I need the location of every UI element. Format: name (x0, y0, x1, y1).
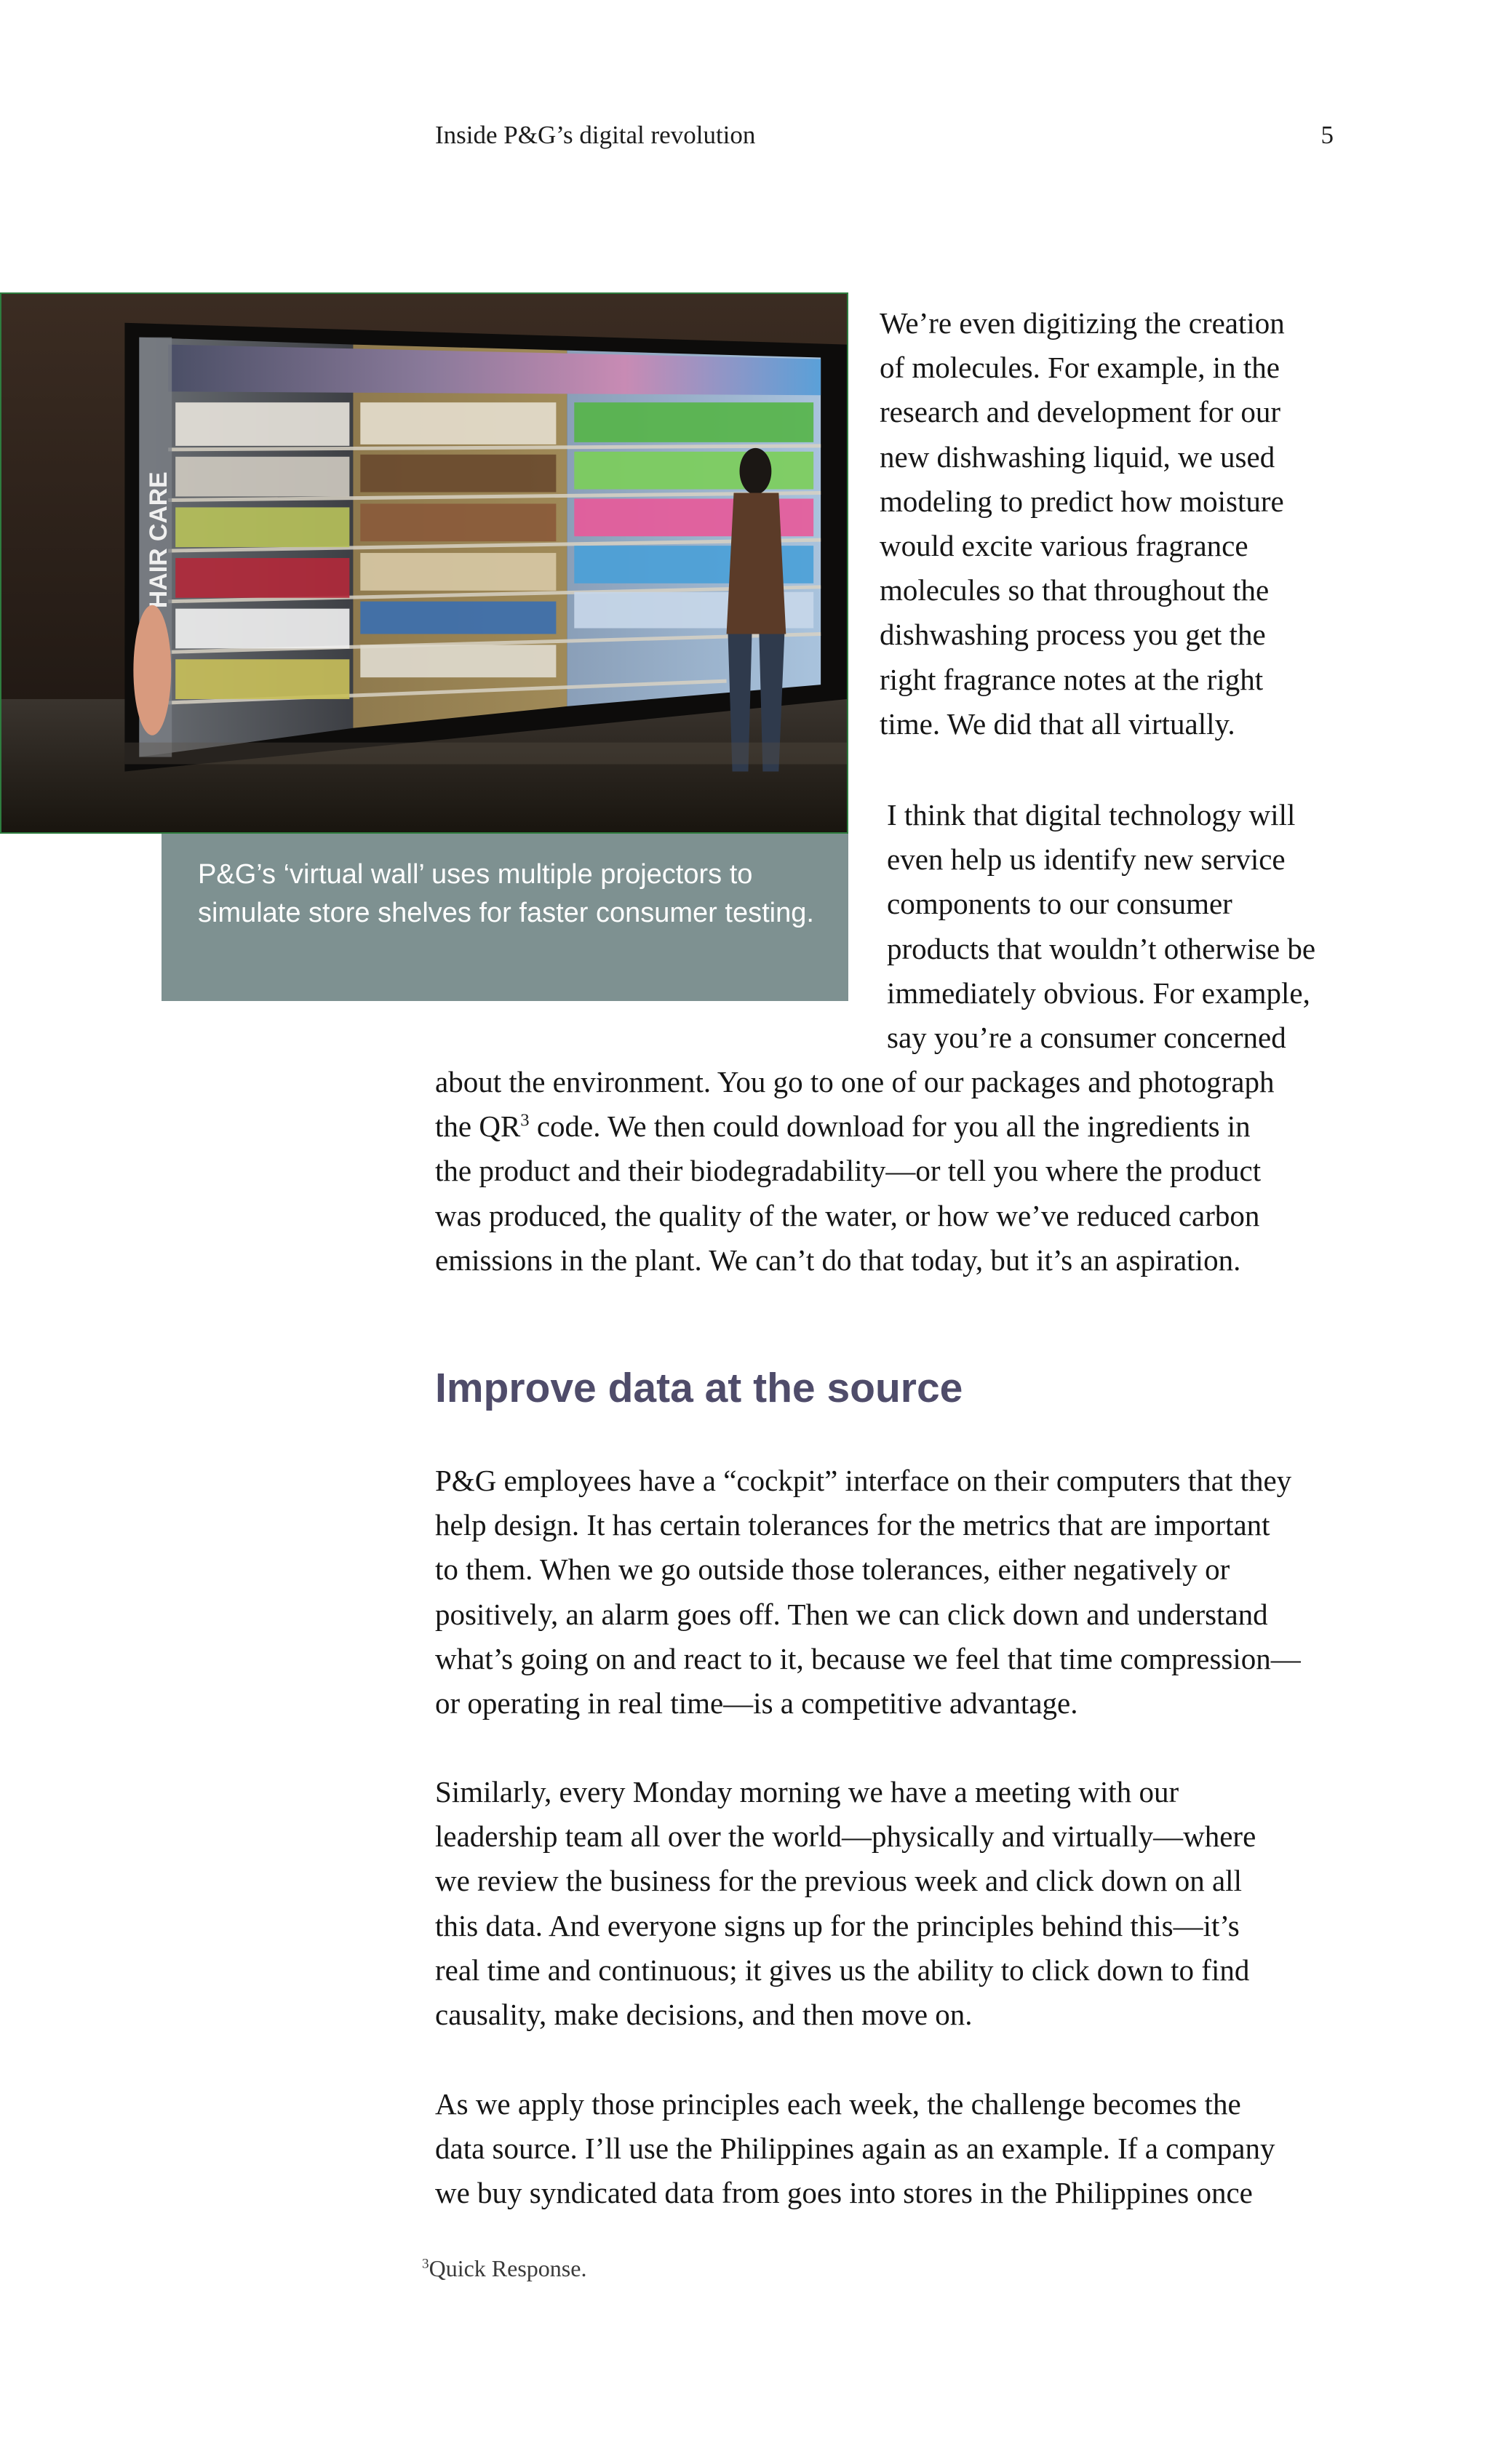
text-line: emissions in the plant. We can’t do that today, but it’s an aspiration. (435, 1243, 1241, 1277)
text-line: Similarly, every Monday morning we have a meeting with our (435, 1775, 1179, 1809)
text-line: leadership team all over the world—physically and virtually—where (435, 1819, 1256, 1854)
text-line: we review the business for the previous week and click down on all (435, 1864, 1242, 1898)
paragraph-monday-meeting (435, 1770, 1366, 2037)
footnote (422, 2252, 1004, 2284)
text-line: of molecules. For example, in the (880, 351, 1280, 385)
text-line: modeling to predict how moisture (880, 484, 1284, 518)
text-line: to them. When we go outside those tolerances, either negatively or (435, 1552, 1230, 1587)
footnote-reference[interactable]: 3 (520, 1110, 530, 1131)
virtual-wall-illustration (1, 294, 847, 832)
text-line: this data. And everyone signs up for the principles behind this—it’s (435, 1908, 1240, 1942)
text-line: immediately obvious. For example, (887, 976, 1310, 1010)
text-line: even help us identify new service (887, 842, 1286, 877)
text-line: the product and their biodegradability—or tell you where the product (435, 1154, 1262, 1188)
text-line: what’s going on and react to it, because we feel that time compression— (435, 1641, 1301, 1675)
text-line: we buy syndicated data from goes into stores in the Philippines once (435, 2176, 1253, 2210)
text-line: say you’re a consumer concerned (887, 1021, 1286, 1055)
text-line: positively, an alarm goes off. Then we can click down and understand (435, 1597, 1268, 1631)
text-line-with-footnote (435, 1104, 1366, 1149)
text-line: data source. I’ll use the Philippines again as an example. If a company (435, 2132, 1275, 2166)
text-line: was produced, the quality of the water, or how we’ve reduced carbon (435, 1198, 1260, 1232)
text-line: I think that digital technology will (887, 798, 1296, 832)
footnote-marker: 3 (422, 2256, 429, 2272)
figure-caption: P&G’s ‘virtual wall’ uses multiple projectors to simulate store shelves for faster consumer testing. (162, 834, 848, 1001)
text-line: research and development for our (880, 395, 1280, 429)
text-line: causality, make decisions, and then move on. (435, 1998, 973, 2032)
text-line: new dishwashing liquid, we used (880, 439, 1275, 474)
paragraph-digital-technology-continued (435, 1060, 1366, 1283)
text-line: time. We did that all virtually. (880, 706, 1235, 741)
footnote-text: Quick Response. (429, 2255, 587, 2281)
text-line: P&G employees have a “cockpit” interface on their computers that they (435, 1464, 1292, 1497)
text-line: components to our consumer (887, 887, 1232, 921)
page-number: 5 (1320, 121, 1334, 149)
text-line: real time and continuous; it gives us the ability to click down to find (435, 1953, 1250, 1987)
text-line: products that wouldn’t otherwise be (887, 931, 1316, 965)
paragraph-digital-technology (887, 793, 1367, 1060)
hair-care-label: HAIR CARE (145, 471, 173, 609)
text-line: or operating in real time—is a competitive advantage. (435, 1686, 1078, 1721)
text-line: molecules so that throughout the (880, 573, 1270, 607)
section-heading: Improve data at the source (435, 1365, 963, 1411)
paragraph-cockpit (435, 1459, 1374, 1726)
text-line: We’re even digitizing the creation (880, 306, 1285, 340)
text-line: would excite various fragrance (880, 529, 1248, 563)
text-line: help design. It has certain tolerances for the metrics that are important (435, 1508, 1270, 1542)
text-line: about the environment. You go to one of our packages and photograph (435, 1065, 1275, 1099)
paragraph-molecules (880, 301, 1345, 746)
paragraph-philippines (435, 2082, 1366, 2216)
text-line: right fragrance notes at the right (880, 662, 1264, 696)
qr-text: the QR (435, 1109, 521, 1144)
virtual-wall-photo (0, 292, 848, 834)
qr-text-continued: code. We then could download for you all the ingredients in (529, 1109, 1251, 1144)
running-header (435, 119, 1334, 151)
text-line: dishwashing process you get the (880, 618, 1266, 652)
running-title: Inside P&G’s digital revolution (435, 121, 756, 149)
text-line: As we apply those principles each week, the challenge becomes the (435, 2087, 1241, 2121)
